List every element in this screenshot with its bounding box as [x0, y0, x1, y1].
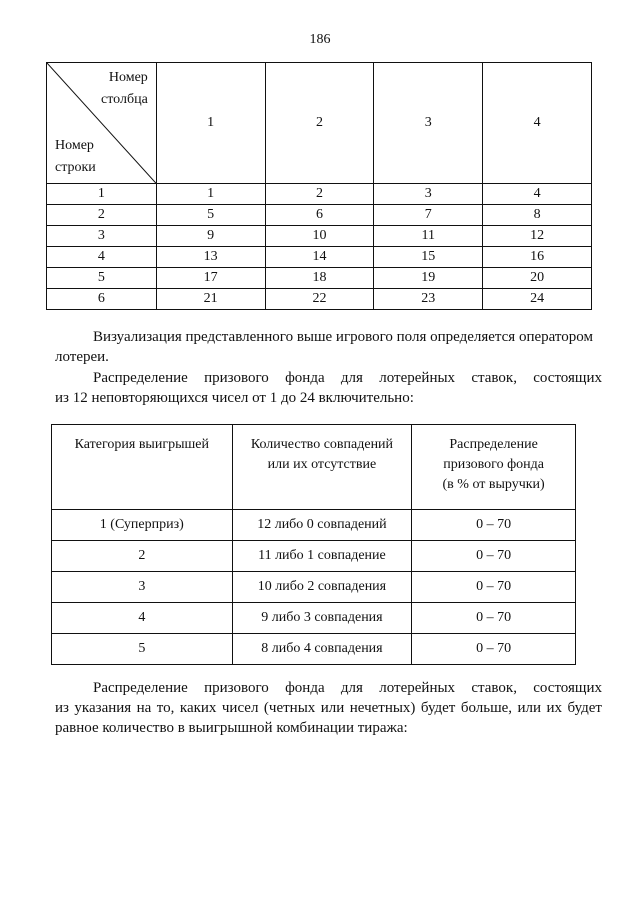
matches-cell: 12 либо 0 совпадений	[232, 510, 412, 541]
column-number-label: Номер столбца	[101, 70, 148, 107]
table-cell: 7	[374, 205, 483, 226]
header-distribution: Распределение призового фонда (в % от выручки)	[412, 425, 576, 510]
table-cell: 17	[156, 268, 265, 289]
table-row	[52, 634, 576, 665]
table-row	[52, 510, 576, 541]
table-cell: 4	[483, 184, 592, 205]
distribution-cell: 0 – 70	[412, 603, 576, 634]
paragraph-visualization: Визуализация представленного выше игрового поля определяется оператором лотереи.	[55, 329, 593, 365]
category-cell: 5	[52, 634, 233, 665]
row-number: 4	[47, 247, 157, 268]
table-cell: 2	[265, 184, 374, 205]
game-field-table	[46, 62, 592, 310]
row-number: 5	[47, 268, 157, 289]
paragraph-even-odd-distribution: Распределение призового фонда для лотерейных ставок, состоящих из указания на то, каких чисел (четных или нечетных) будет больше, или их будет равное количество в выигрышной комбинации тиража:	[55, 680, 602, 736]
column-header: 3	[374, 63, 483, 184]
matches-cell: 9 либо 3 совпадения	[232, 603, 412, 634]
row-number-label: Номер строки	[55, 138, 96, 175]
table-row	[47, 247, 592, 268]
table-row	[52, 603, 576, 634]
table-cell: 3	[374, 184, 483, 205]
row-number: 2	[47, 205, 157, 226]
row-number: 3	[47, 226, 157, 247]
table-cell: 22	[265, 289, 374, 310]
table-cell: 19	[374, 268, 483, 289]
distribution-cell: 0 – 70	[412, 634, 576, 665]
distribution-cell: 0 – 70	[412, 510, 576, 541]
table-row	[47, 184, 592, 205]
matches-cell: 10 либо 2 совпадения	[232, 572, 412, 603]
matches-cell: 8 либо 4 совпадения	[232, 634, 412, 665]
table-header-row	[52, 425, 576, 510]
row-number: 6	[47, 289, 157, 310]
column-header: 4	[483, 63, 592, 184]
table-row	[47, 268, 592, 289]
paragraph-distribution-intro: Распределение призового фонда для лотерейных ставок, состоящих из 12 неповторяющихся чисел от 1 до 24 включительно:	[55, 370, 602, 406]
table-row	[52, 541, 576, 572]
table-cell: 18	[265, 268, 374, 289]
matches-cell: 11 либо 1 совпадение	[232, 541, 412, 572]
table-cell: 6	[265, 205, 374, 226]
table-cell: 20	[483, 268, 592, 289]
table-cell: 5	[156, 205, 265, 226]
table-cell: 12	[483, 226, 592, 247]
prize-distribution-table	[51, 424, 576, 665]
category-cell: 4	[52, 603, 233, 634]
diagonal-header-cell	[47, 63, 157, 184]
header-category: Категория выигрышей	[52, 425, 233, 510]
category-cell: 2	[52, 541, 233, 572]
row-number: 1	[47, 184, 157, 205]
column-header: 1	[156, 63, 265, 184]
table-cell: 8	[483, 205, 592, 226]
page-number: 186	[309, 32, 331, 47]
table-header-row	[47, 63, 592, 184]
table-row	[47, 226, 592, 247]
table-cell: 24	[483, 289, 592, 310]
table-cell: 9	[156, 226, 265, 247]
table-cell: 11	[374, 226, 483, 247]
table-cell: 21	[156, 289, 265, 310]
table-cell: 1	[156, 184, 265, 205]
table-cell: 14	[265, 247, 374, 268]
table-cell: 15	[374, 247, 483, 268]
table-cell: 23	[374, 289, 483, 310]
distribution-cell: 0 – 70	[412, 572, 576, 603]
table-cell: 10	[265, 226, 374, 247]
table-row	[47, 205, 592, 226]
distribution-cell: 0 – 70	[412, 541, 576, 572]
column-header: 2	[265, 63, 374, 184]
table-row	[47, 289, 592, 310]
header-matches: Количество совпадений или их отсутствие	[232, 425, 412, 510]
category-cell: 1 (Суперприз)	[52, 510, 233, 541]
table-row	[52, 572, 576, 603]
table-cell: 16	[483, 247, 592, 268]
category-cell: 3	[52, 572, 233, 603]
table-cell: 13	[156, 247, 265, 268]
